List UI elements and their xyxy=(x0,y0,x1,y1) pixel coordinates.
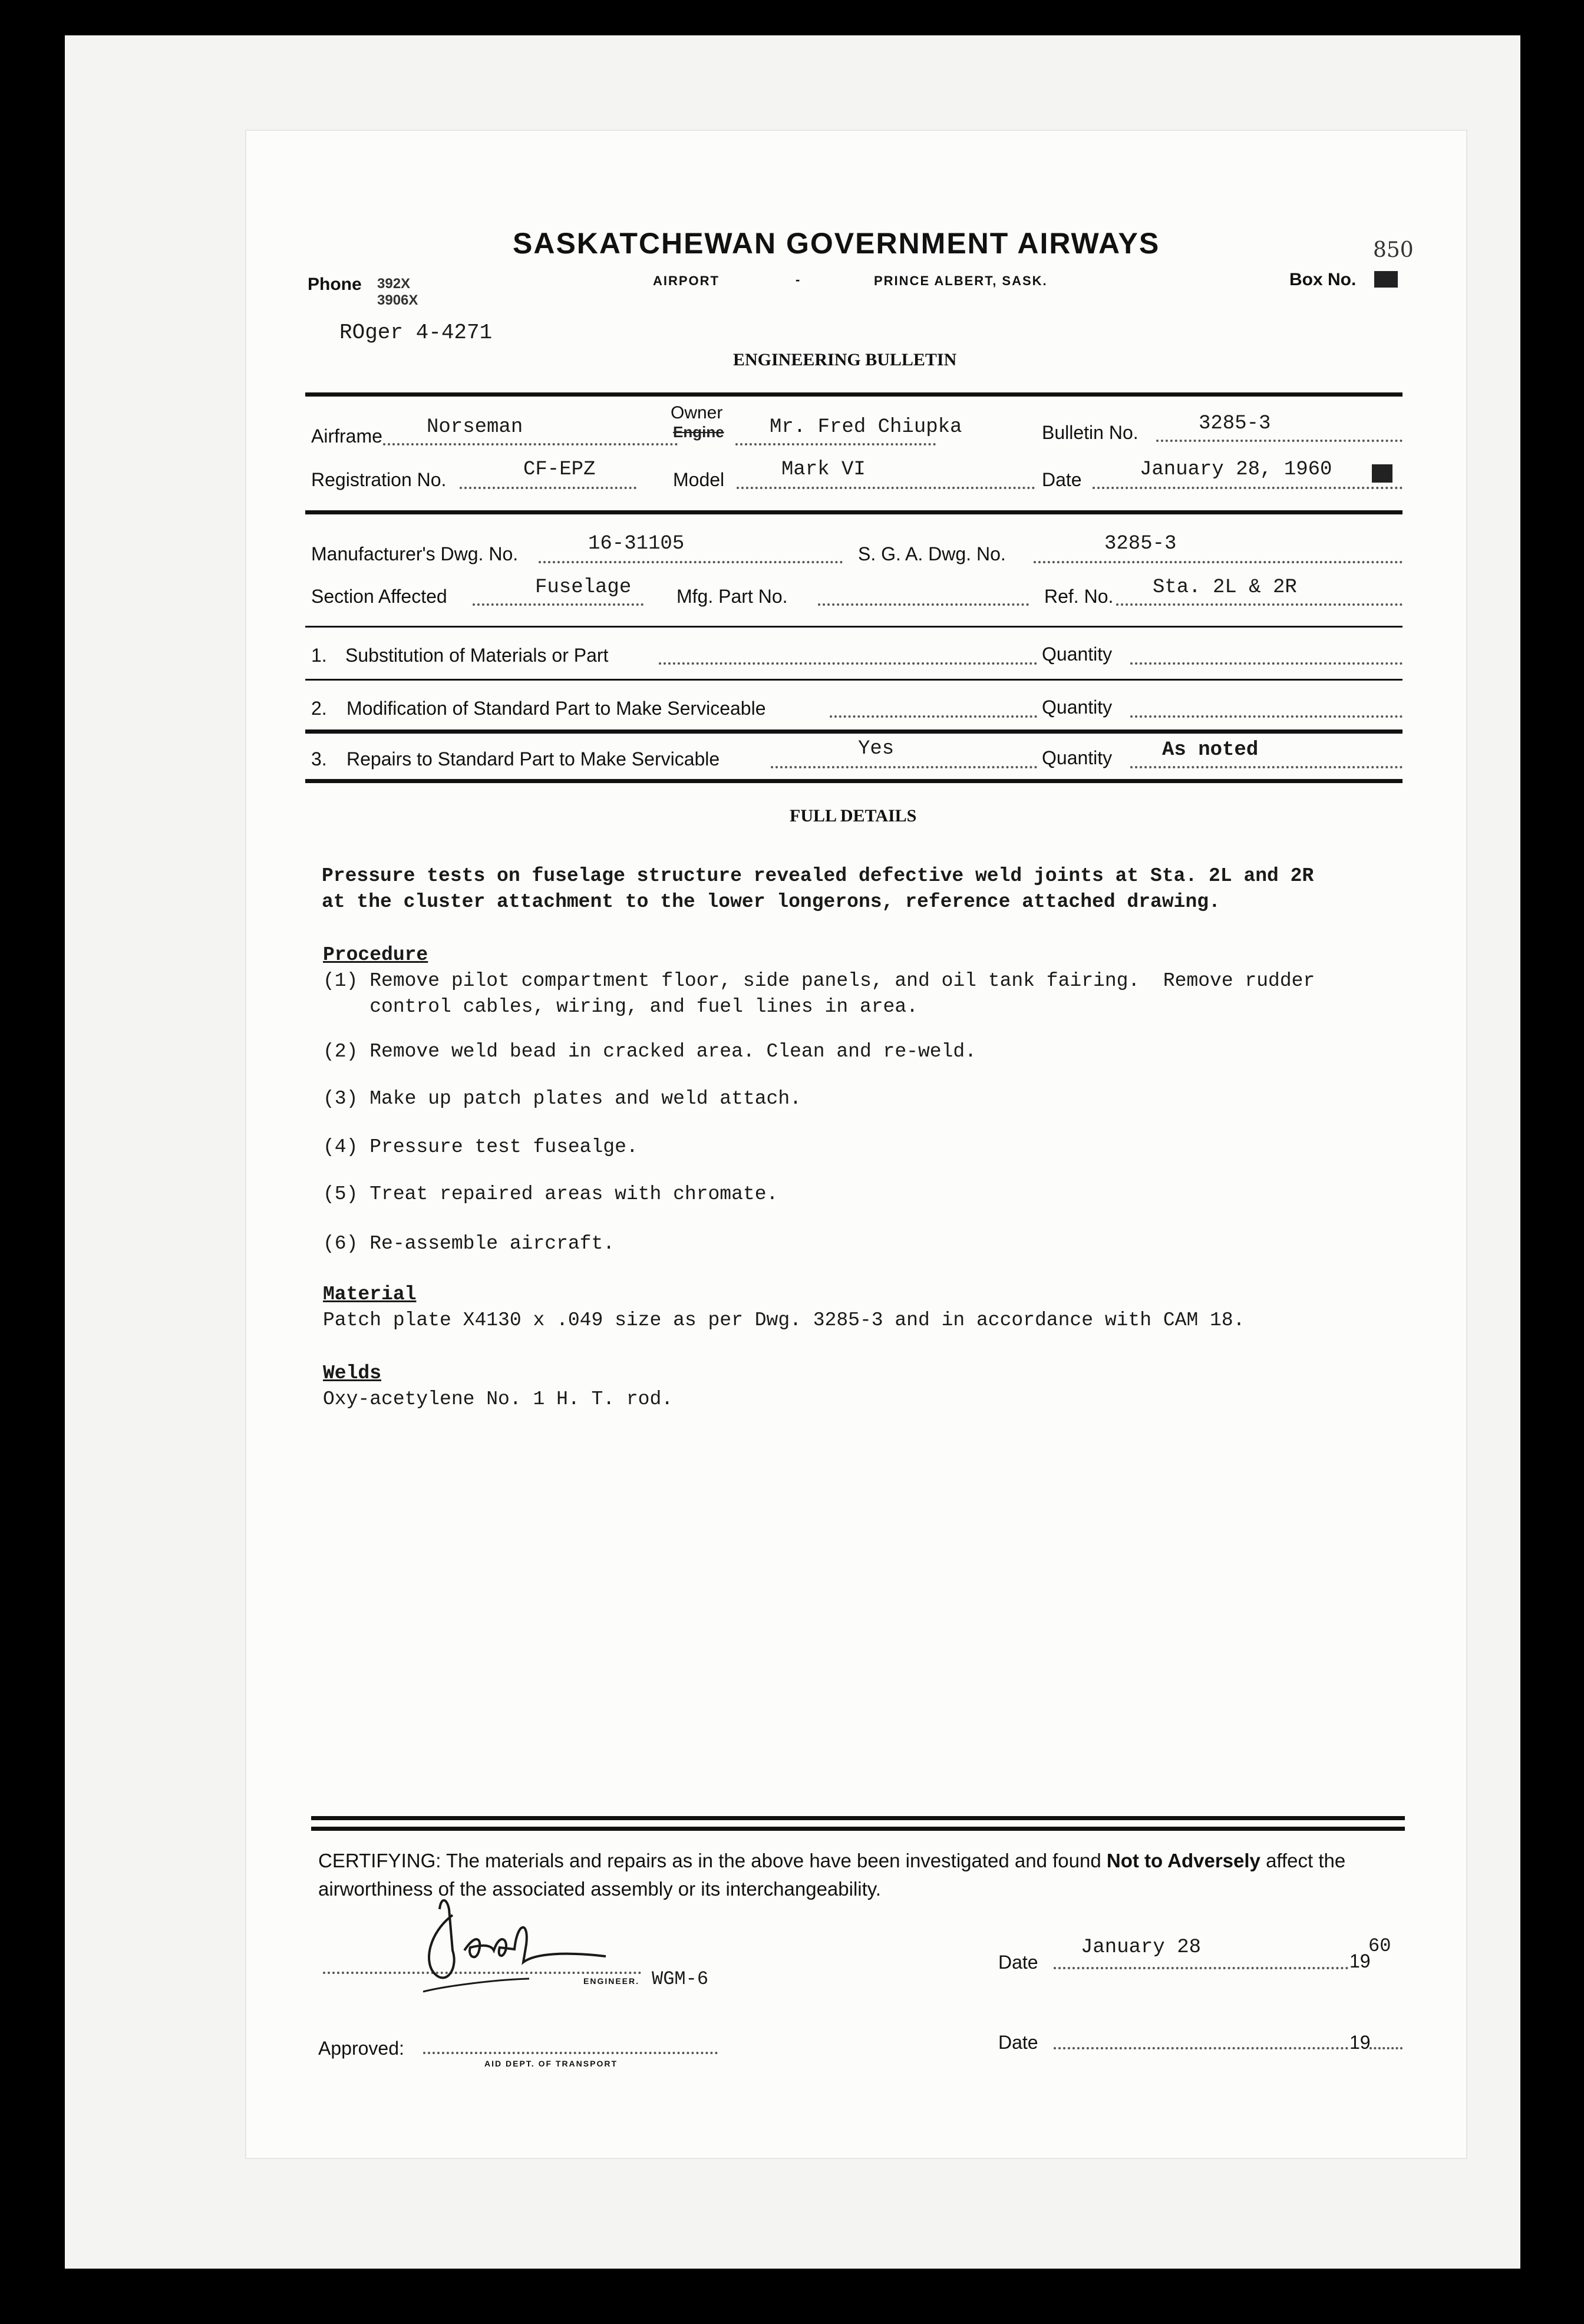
step-4: (4) Pressure test fusealge. xyxy=(323,1136,638,1158)
welds-heading: Welds xyxy=(323,1362,382,1384)
details-heading: FULL DETAILS xyxy=(790,806,917,826)
rule-5 xyxy=(305,729,1402,734)
item-3-num: 3. xyxy=(311,748,327,770)
item-2-num: 2. xyxy=(311,698,327,719)
box-number-handwritten: 850 xyxy=(1373,238,1414,262)
bulletin-no-label: Bulletin No. xyxy=(1042,422,1138,443)
engineer-code: WGM-6 xyxy=(652,1968,709,1990)
cert-date-value: January 28 xyxy=(1081,1936,1202,1959)
rule-6 xyxy=(305,779,1402,783)
airport-label: AIRPORT xyxy=(653,273,720,288)
model-label: Model xyxy=(673,469,725,490)
approved-label: Approved: xyxy=(318,2038,404,2059)
engineer-label: ENGINEER. xyxy=(583,1976,640,1986)
location: PRINCE ALBERT, SASK. xyxy=(874,273,1048,288)
details-intro-line-1: Pressure tests on fuselage structure revealed defective weld joints at Sta. 2L and 2R xyxy=(322,865,1314,887)
item-2-qty-label: Quantity xyxy=(1042,696,1113,718)
date-value: January 28, 1960 xyxy=(1140,458,1332,481)
owner-value: Mr. Fred Chiupka xyxy=(770,416,962,438)
cert-text-bold: Not to Adversely xyxy=(1106,1850,1260,1871)
procedure-heading: Procedure xyxy=(323,944,428,966)
airframe-value: Norseman xyxy=(427,416,523,438)
step-6: (6) Re-assemble aircraft. xyxy=(323,1233,615,1255)
step-5: (5) Treat repaired areas with chromate. xyxy=(323,1183,778,1205)
date-struck: XX xyxy=(1372,464,1392,482)
item-1-num: 1. xyxy=(311,645,327,666)
welds-text: Oxy-acetylene No. 1 H. T. rod. xyxy=(323,1388,674,1410)
airframe-label: Airframe xyxy=(311,425,382,447)
item-1-qty-label: Quantity xyxy=(1042,643,1113,665)
date-label: Date xyxy=(1042,469,1082,490)
sga-dwg-value: 3285-3 xyxy=(1104,533,1177,555)
cert-text-part-1: CERTIFYING: The materials and repairs as in the above have been investigated and found xyxy=(318,1850,1107,1871)
bulletin-no-value: 3285-3 xyxy=(1199,412,1271,435)
rule-4 xyxy=(305,679,1402,681)
registration-value: CF-EPZ xyxy=(523,458,596,481)
item-3-label: Repairs to Standard Part to Make Servicable xyxy=(346,748,720,770)
section-label: Section Affected xyxy=(311,586,447,607)
cert-date-label: Date xyxy=(998,1952,1038,1973)
ref-no-value: Sta. 2L & 2R xyxy=(1153,576,1297,599)
details-intro-line-2: at the cluster attachment to the lower longerons, reference attached drawing. xyxy=(322,891,1220,913)
item-1-label: Substitution of Materials or Part xyxy=(345,645,609,666)
item-3-qty-label: Quantity xyxy=(1042,747,1113,768)
rule-top xyxy=(305,392,1402,397)
approved-date-label: Date xyxy=(998,2032,1038,2053)
box-struck: 388 xyxy=(1374,271,1398,287)
mfg-part-label: Mfg. Part No. xyxy=(676,586,788,607)
phone-label: Phone xyxy=(308,275,362,294)
item-3-qty-value: As noted xyxy=(1162,739,1259,761)
step-1-line-1: (1) Remove pilot compartment floor, side panels, and oil tank fairing. Remove rudder xyxy=(323,970,1315,992)
engineering-bulletin-form xyxy=(246,131,1466,2158)
rule-cert-top xyxy=(311,1816,1405,1820)
bulletin-heading: ENGINEERING BULLETIN xyxy=(733,350,957,369)
ref-no-label: Ref. No. xyxy=(1044,586,1114,607)
engine-struck: Engine xyxy=(673,423,724,441)
page-title: SASKATCHEWAN GOVERNMENT AIRWAYS xyxy=(513,227,1160,260)
rule-cert-bottom xyxy=(311,1827,1405,1831)
sga-dwg-label: S. G. A. Dwg. No. xyxy=(858,543,1006,565)
material-heading: Material xyxy=(323,1283,417,1305)
step-3: (3) Make up patch plates and weld attach. xyxy=(323,1088,801,1110)
mfr-dwg-value: 16-31105 xyxy=(588,533,685,555)
step-1-line-2: control cables, wiring, and fuel lines in area. xyxy=(323,996,918,1018)
approved-year-prefix: 19 xyxy=(1349,2032,1371,2053)
phone-number: ROger 4-4271 xyxy=(339,321,493,345)
model-value: Mark VI xyxy=(781,458,866,481)
cert-year-prefix: 19 xyxy=(1349,1950,1371,1972)
item-3-value: Yes xyxy=(858,738,895,760)
rule-3 xyxy=(305,626,1402,628)
phone-struck-1: 392X xyxy=(377,276,411,292)
registration-label: Registration No. xyxy=(311,469,447,490)
cert-text-part-2: affect the airworthiness of the associated assembly or its interchangeability. xyxy=(318,1850,1346,1900)
rule-2 xyxy=(305,510,1402,514)
item-2-label: Modification of Standard Part to Make Serviceable xyxy=(346,698,766,719)
owner-label: Owner xyxy=(671,403,723,422)
mfr-dwg-label: Manufacturer's Dwg. No. xyxy=(311,543,519,565)
material-text: Patch plate X4130 x .049 size as per Dwg. 3285-3 and in accordance with CAM 18. xyxy=(323,1309,1245,1331)
cert-year-suffix: 60 xyxy=(1368,1935,1391,1957)
step-2: (2) Remove weld bead in cracked area. Clean and re-weld. xyxy=(323,1041,976,1062)
approved-sub: AID DEPT. OF TRANSPORT xyxy=(484,2059,618,2068)
phone-struck-2: 3906X xyxy=(377,292,418,308)
header-dash: - xyxy=(796,272,801,287)
section-value: Fuselage xyxy=(535,576,632,599)
certification-text xyxy=(318,1847,1461,1903)
box-label: Box No. xyxy=(1289,270,1357,289)
